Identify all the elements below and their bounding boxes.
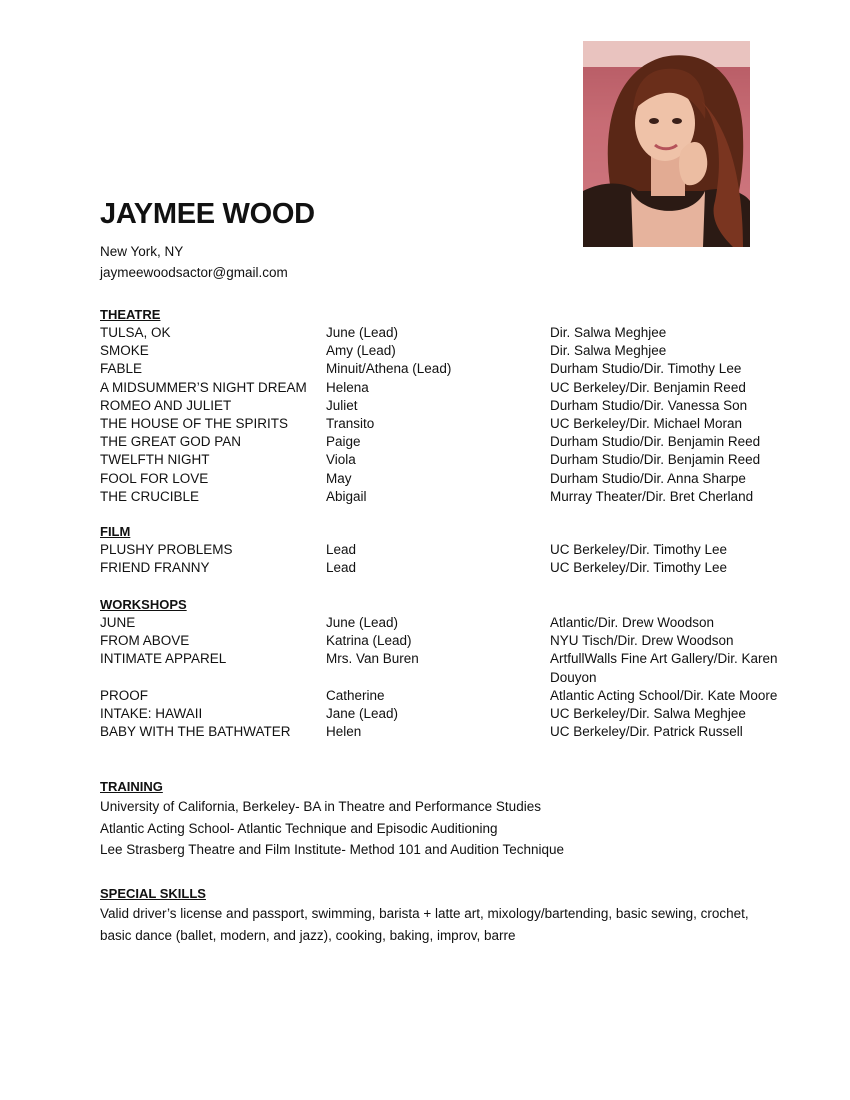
- credit-role: Viola: [326, 452, 356, 468]
- credit-title: INTIMATE APPAREL: [100, 651, 227, 667]
- theatre-section: [100, 306, 780, 506]
- credit-venue: Dir. Salwa Meghjee: [550, 343, 667, 359]
- credit-row: [100, 397, 780, 415]
- credit-title: THE HOUSE OF THE SPIRITS: [100, 416, 289, 432]
- credit-row: [100, 360, 780, 378]
- credit-title: PROOF: [100, 687, 149, 703]
- credit-title: ROMEO AND JULIET: [100, 397, 232, 413]
- workshops-section: [100, 596, 780, 741]
- credit-row: [100, 488, 780, 506]
- credit-role: Jane (Lead): [326, 706, 399, 722]
- credit-title: FROM ABOVE: [100, 633, 190, 649]
- credit-row: [100, 470, 780, 488]
- credit-venue: Durham Studio/Dir. Benjamin Reed: [550, 434, 761, 450]
- skills-section: [100, 885, 780, 947]
- credit-role: June (Lead): [326, 325, 399, 340]
- credit-title: JUNE: [100, 615, 136, 630]
- credit-venue: ArtfullWalls Fine Art Gallery/Dir. Karen Douyon: [550, 651, 778, 685]
- credit-title: INTAKE: HAWAII: [100, 706, 203, 722]
- credit-row: [100, 705, 780, 723]
- email-text: jaymeewoodsactor@gmail.com: [100, 265, 288, 280]
- skills-heading: SPECIAL SKILLS: [100, 886, 206, 901]
- credit-venue: NYU Tisch/Dir. Drew Woodson: [550, 633, 734, 649]
- credit-title: A MIDSUMMER’S NIGHT DREAM: [100, 379, 307, 395]
- credit-role: Juliet: [326, 397, 358, 413]
- credit-role: Helena: [326, 379, 369, 395]
- credit-role: Helen: [326, 724, 362, 740]
- film-section: [100, 523, 780, 577]
- skills-text: Valid driver’s license and passport, swimming, barista + latte art, mixology/bartending, basic sewing, crochet, basic dance (ballet, modern, and jazz), cooking, baking, improv, barre: [100, 906, 749, 943]
- training-section: [100, 778, 780, 861]
- credit-venue: UC Berkeley/Dir. Benjamin Reed: [550, 379, 746, 395]
- credit-title: PLUSHY PROBLEMS: [100, 542, 233, 557]
- credit-row: [100, 324, 780, 342]
- credit-venue: Atlantic/Dir. Drew Woodson: [550, 615, 715, 630]
- credit-title: SMOKE: [100, 343, 149, 359]
- location-text: New York, NY: [100, 244, 184, 259]
- credit-row: [100, 451, 780, 469]
- credit-title: BABY WITH THE BATHWATER: [100, 724, 291, 740]
- credit-role: June (Lead): [326, 615, 399, 630]
- film-heading: FILM: [100, 524, 131, 539]
- credit-role: Transito: [326, 416, 375, 432]
- theatre-heading: THEATRE: [100, 307, 161, 322]
- credit-title: FOOL FOR LOVE: [100, 470, 209, 486]
- credit-venue: Murray Theater/Dir. Bret Cherland: [550, 488, 754, 504]
- training-item: University of California, Berkeley- BA in Theatre and Performance Studies: [100, 799, 541, 814]
- headshot-illustration: [583, 41, 750, 247]
- credit-title: TULSA, OK: [100, 325, 171, 340]
- credit-venue: Durham Studio/Dir. Anna Sharpe: [550, 470, 746, 486]
- credit-venue: UC Berkeley/Dir. Salwa Meghjee: [550, 706, 746, 722]
- credit-role: Lead: [326, 560, 357, 576]
- credit-row: [100, 342, 780, 360]
- training-item: Atlantic Acting School- Atlantic Technique and Episodic Auditioning: [100, 820, 498, 836]
- credit-title: TWELFTH NIGHT: [100, 452, 210, 468]
- credit-row: [100, 650, 780, 686]
- credit-title: FRIEND FRANNY: [100, 560, 210, 576]
- credit-role: Amy (Lead): [326, 343, 396, 359]
- training-item: Lee Strasberg Theatre and Film Institute- Method 101 and Audition Technique: [100, 842, 565, 857]
- training-heading: TRAINING: [100, 779, 163, 794]
- credit-venue: UC Berkeley/Dir. Patrick Russell: [550, 724, 743, 740]
- credit-row: [100, 614, 780, 632]
- credit-row: [100, 559, 780, 577]
- credit-row: [100, 415, 780, 433]
- credit-role: Catherine: [326, 687, 385, 703]
- credit-role: Minuit/Athena (Lead): [326, 361, 452, 377]
- credit-venue: UC Berkeley/Dir. Timothy Lee: [550, 560, 728, 576]
- credit-venue: Durham Studio/Dir. Timothy Lee: [550, 361, 742, 377]
- page-title: JAYMEE WOOD: [100, 198, 315, 230]
- credit-role: Paige: [326, 434, 361, 450]
- credit-title: FABLE: [100, 361, 143, 377]
- credit-venue: UC Berkeley/Dir. Timothy Lee: [550, 542, 728, 557]
- credit-role: May: [326, 470, 352, 486]
- contact-info: [100, 241, 288, 283]
- credit-role: Mrs. Van Buren: [326, 651, 419, 667]
- credit-role: Katrina (Lead): [326, 633, 412, 649]
- credit-row: [100, 379, 780, 397]
- credit-venue: UC Berkeley/Dir. Michael Moran: [550, 416, 743, 432]
- credit-row: [100, 723, 780, 741]
- credit-row: [100, 541, 780, 559]
- credit-venue: Atlantic Acting School/Dir. Kate Moore: [550, 687, 778, 703]
- headshot-photo: [583, 41, 750, 247]
- credit-row: [100, 632, 780, 650]
- credit-venue: Durham Studio/Dir. Benjamin Reed: [550, 452, 761, 468]
- credit-row: [100, 433, 780, 451]
- credit-title: THE CRUCIBLE: [100, 488, 200, 504]
- credit-role: Lead: [326, 542, 357, 557]
- workshops-heading: WORKSHOPS: [100, 597, 187, 612]
- training-list: [100, 796, 780, 861]
- credit-row: [100, 687, 780, 705]
- credit-role: Abigail: [326, 488, 367, 504]
- credit-venue: Durham Studio/Dir. Vanessa Son: [550, 397, 748, 413]
- credit-venue: Dir. Salwa Meghjee: [550, 325, 667, 340]
- credit-title: THE GREAT GOD PAN: [100, 434, 242, 450]
